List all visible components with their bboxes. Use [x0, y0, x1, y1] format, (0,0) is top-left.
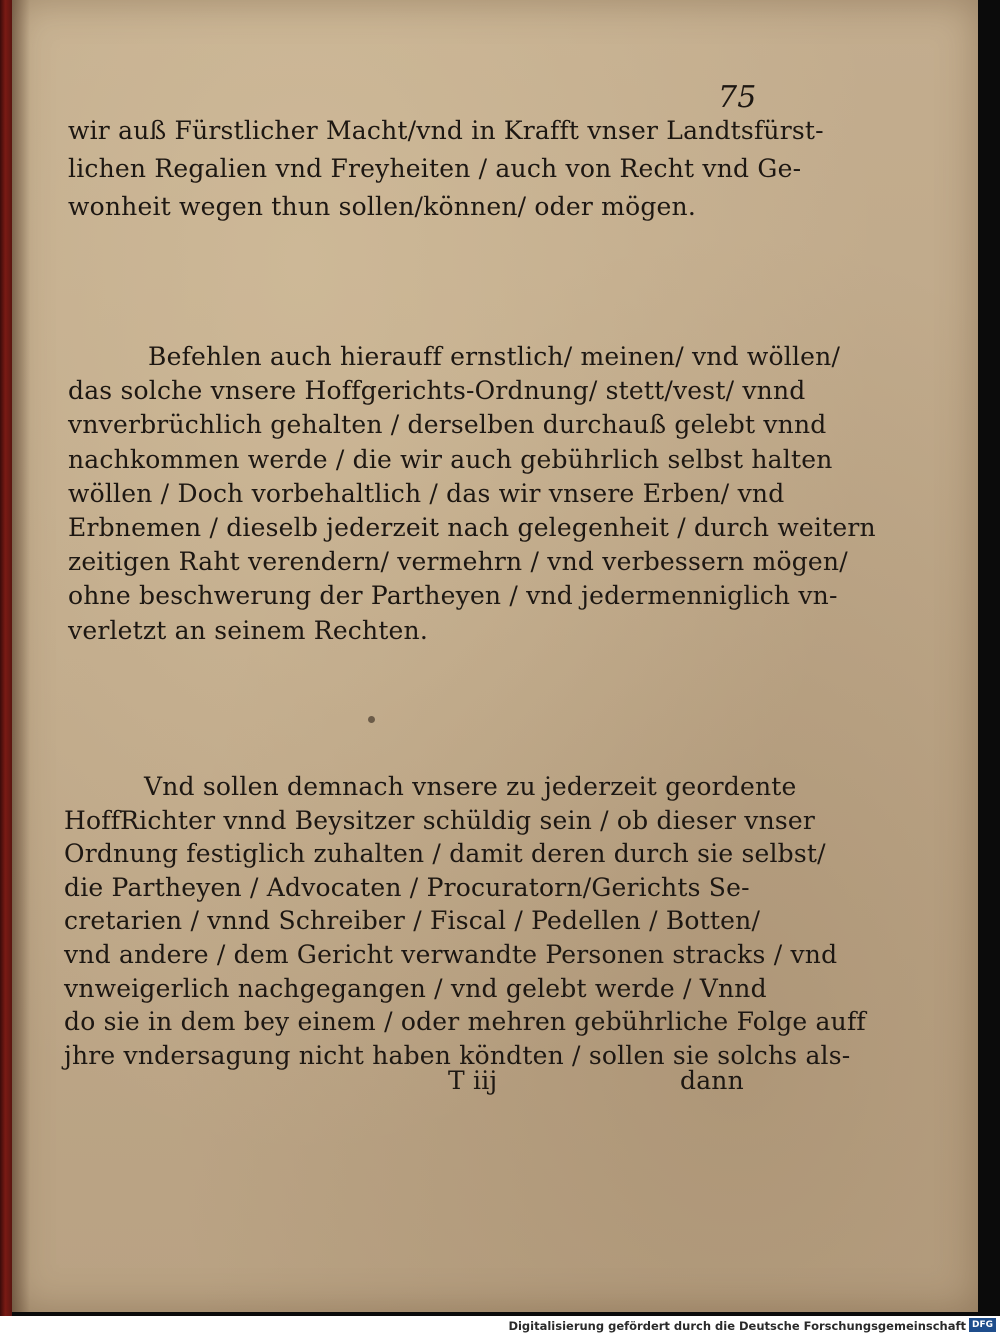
text-line: wir auß Fürstlicher Macht/vnd in Krafft vnser Landtsfürst- [68, 116, 824, 145]
paragraph-3 [64, 770, 866, 1072]
ink-dot-ornament [368, 716, 375, 723]
dfg-logo-icon: DFG [969, 1318, 996, 1332]
text-line: do sie in dem bey einem / oder mehren gebührliche Folge auff [64, 1007, 866, 1037]
text-line: vnd andere / dem Gericht verwandte Personen stracks / vnd [64, 939, 838, 969]
text-line: Befehlen auch hierauff ernstlich/ meinen/ vnd wöllen/ [148, 342, 841, 371]
text-line: Vnd sollen demnach vnsere zu jederzeit geordente [144, 772, 797, 801]
text-line: Ordnung festiglich zuhalten / damit deren durch sie selbst/ [64, 839, 826, 869]
text-line: HoffRichter vnnd Beysitzer schüldig sein / ob dieser vnser [64, 805, 816, 835]
text-line: vnverbrüchlich gehalten / derselben durchauß gelebt vnnd [68, 410, 827, 440]
paragraph-1 [68, 112, 824, 226]
text-line: wöllen / Doch vorbehaltlich / das wir vnsere Erben/ vnd [68, 478, 785, 508]
text-line: ohne beschwerung der Partheyen / vnd jedermenniglich vn- [68, 581, 838, 611]
signature-mark: T iij [448, 1066, 498, 1095]
text-line: nachkommen werde / die wir auch gebührlich selbst halten [68, 444, 833, 474]
page-number: 75 [718, 80, 757, 115]
text-line: wonheit wegen thun sollen/können/ oder mögen. [68, 192, 696, 221]
text-line: vnweigerlich nachgegangen / vnd gelebt werde / Vnnd [64, 973, 767, 1003]
text-line: zeitigen Raht verendern/ vermehrn / vnd verbessern mögen/ [68, 547, 848, 577]
text-line: jhre vndersagung nicht haben köndten / sollen sie solchs als- [64, 1040, 851, 1070]
text-line: cretarien / vnnd Schreiber / Fiscal / Pedellen / Botten/ [64, 906, 761, 936]
text-line: lichen Regalien vnd Freyheiten / auch von Recht vnd Ge- [68, 154, 802, 183]
text-line: verletzt an seinem Rechten. [68, 615, 429, 645]
book-binding-edge [0, 0, 12, 1316]
catchword: dann [680, 1066, 744, 1095]
text-line: das solche vnsere Hoffgerichts-Ordnung/ stett/vest/ vnnd [68, 376, 806, 406]
paragraph-2 [68, 340, 876, 648]
funding-credit: Digitalisierung gefördert durch die Deutsche Forschungsgemeinschaft [508, 1319, 966, 1333]
text-line: die Partheyen / Advocaten / Procuratorn/Gerichts Se- [64, 872, 750, 902]
page-gutter-shadow [12, 0, 30, 1312]
text-line: Erbnemen / dieselb jederzeit nach gelegenheit / durch weitern [68, 512, 876, 542]
